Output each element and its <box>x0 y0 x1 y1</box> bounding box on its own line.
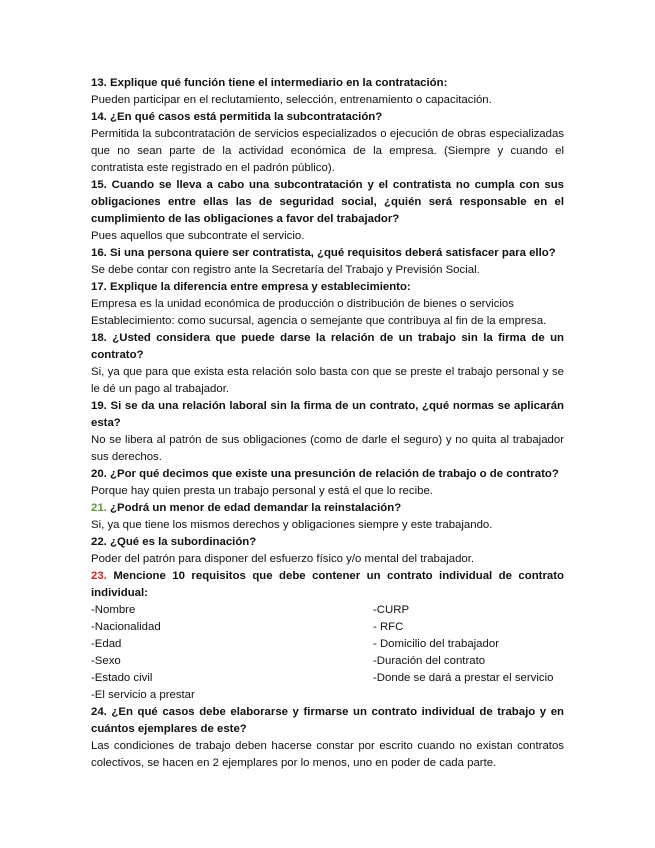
requisito-left: -Nacionalidad <box>91 621 161 633</box>
requisito-right: -CURP <box>373 604 410 616</box>
requisitos-row <box>91 619 564 636</box>
question-20: 20. ¿Por qué decimos que existe una presunción de relación de trabajo o de contrato? <box>91 468 559 480</box>
answer-21: Si, ya que tiene los mismos derechos y obligaciones siempre y este trabajando. <box>91 519 493 531</box>
question-17: 17. Explique la diferencia entre empresa y establecimiento: <box>91 281 411 293</box>
question-23-line-1: 23. Mencione 10 requisitos que debe contener un contrato individual de contrato <box>91 570 564 582</box>
answer-20: Porque hay quien presta un trabajo personal y está el que lo recibe. <box>91 485 433 497</box>
requisitos-row <box>91 670 564 687</box>
requisitos-row <box>91 687 564 704</box>
question-22: 22. ¿Qué es la subordinación? <box>91 536 257 548</box>
requisito-right: -Donde se dará a prestar el servicio <box>373 672 554 684</box>
requisito-left: -Estado civil <box>91 672 153 684</box>
question-19-line-1: 19. Si se da una relación laboral sin la firma de un contrato, ¿qué normas se aplicarán <box>91 400 564 412</box>
answer-17-line-2: Establecimiento: como sucursal, agencia o semejante que contribuya al fin de la empresa. <box>91 315 547 327</box>
requisitos-row <box>91 602 564 619</box>
requisito-left: -Nombre <box>91 604 136 616</box>
question-24-line-1: 24. ¿En qué casos debe elaborarse y firmarse un contrato individual de trabajo y en <box>91 706 564 718</box>
question-21-number: 21. <box>91 502 107 514</box>
requisito-right: - RFC <box>373 621 404 633</box>
question-13: 13. Explique qué función tiene el intermediario en la contratación: <box>91 77 448 89</box>
question-15-line-2: obligaciones entre ellas las de seguridad social, ¿quién será responsable en el <box>91 196 564 208</box>
question-23-line-2: individual: <box>91 587 148 599</box>
requisitos-row <box>91 636 564 653</box>
question-24-line-2: cuántos ejemplares de este? <box>91 723 247 735</box>
answer-18-line-2: le dé un pago al trabajador. <box>91 383 230 395</box>
question-23-number: 23. <box>91 570 107 582</box>
answer-19-line-2: sus derechos. <box>91 451 162 463</box>
answer-16: Se debe contar con registro ante la Secretaría del Trabajo y Previsión Social. <box>91 264 480 276</box>
question-15-line-3: cumplimiento de las obligaciones a favor del trabajador? <box>91 213 400 225</box>
question-15-line-1: 15. Cuando se lleva a cabo una subcontratación y el contratista no cumpla con sus <box>91 179 564 191</box>
question-14: 14. ¿En qué casos está permitida la subcontratación? <box>91 111 383 123</box>
question-18-line-1: 18. ¿Usted considera que puede darse la relación de un trabajo sin la firma de un <box>91 332 564 344</box>
answer-17-line-1: Empresa es la unidad económica de producción o distribución de bienes o servicios <box>91 298 514 310</box>
answer-24-line-1: Las condiciones de trabajo deben hacerse constar por escrito cuando no existan contratos <box>91 740 564 752</box>
answer-13: Pueden participar en el reclutamiento, selección, entrenamiento o capacitación. <box>91 94 492 106</box>
answer-15: Pues aquellos que subcontrate el servicio. <box>91 230 305 242</box>
requisito-left: -Sexo <box>91 655 121 667</box>
answer-24-line-2: colectivos, se hacen en 2 ejemplares por lo menos, uno en poder de cada parte. <box>91 757 497 769</box>
question-19-line-2: esta? <box>91 417 121 429</box>
question-18-line-2: contrato? <box>91 349 144 361</box>
question-16: 16. Si una persona quiere ser contratista, ¿qué requisitos deberá satisfacer para ello? <box>91 247 556 259</box>
requisito-right: -Duración del contrato <box>373 655 486 667</box>
answer-18-line-1: Si, ya que para que exista esta relación solo basta con que se preste el trabajo personal y se <box>91 366 564 378</box>
answer-14-line-2: que no sean parte de la actividad económica de la empresa. (Siempre y cuando el <box>91 145 564 157</box>
requisito-right: - Domicilio del trabajador <box>373 638 499 650</box>
answer-14-line-3: contratista este registrado en el padrón público). <box>91 162 335 174</box>
requisito-left: -Edad <box>91 638 122 650</box>
answer-22: Poder del patrón para disponer del esfuerzo físico y/o mental del trabajador. <box>91 553 475 565</box>
question-21: 21. ¿Podrá un menor de edad demandar la reinstalación? <box>91 502 402 514</box>
requisito-left: -El servicio a prestar <box>91 689 195 701</box>
answer-14-line-1: Permitida la subcontratación de servicios especializados o ejecución de obras especializadas <box>91 128 564 140</box>
answer-19-line-1: No se libera al patrón de sus obligaciones (como de darle el seguro) y no quita al trabajador <box>91 434 564 446</box>
requisitos-row <box>91 653 564 670</box>
